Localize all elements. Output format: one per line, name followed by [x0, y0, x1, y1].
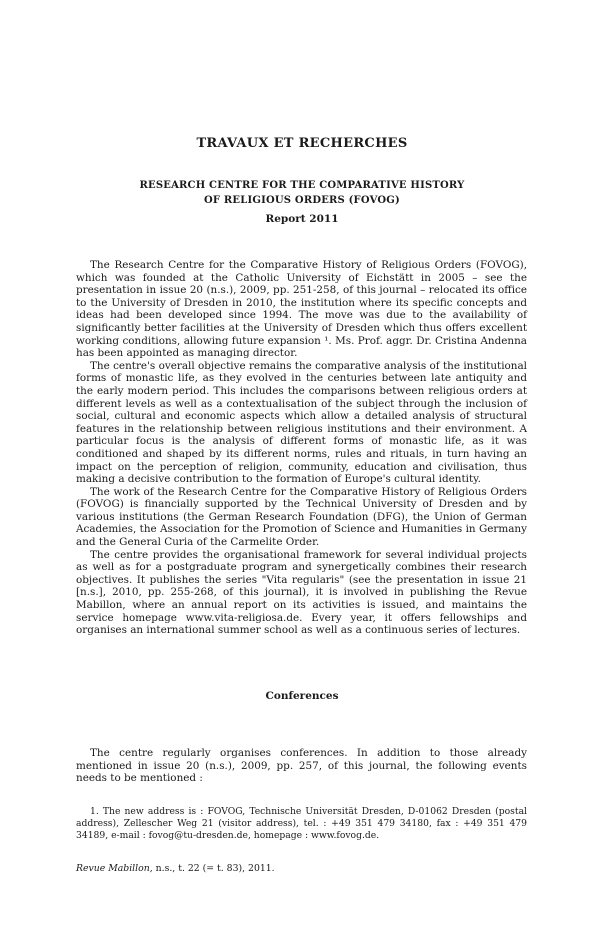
- article-title-line-2: OF RELIGIOUS ORDERS (FOVOG): [204, 195, 400, 206]
- journal-citation: , n.s., t. 22 (= t. 83), 2011.: [149, 863, 275, 874]
- footnote-1: 1. The new address is : FOVOG, Technische Universität Dresden, D-01062 Dresden (postal address), Zellescher Weg 21 (visitor address), tel. : +49 351 479 34180, fax : +49 351 479 34189, e-mail : fovog@tu-dresden.de, homepage : www.fovog.de.: [76, 806, 527, 841]
- footnote: [76, 806, 527, 841]
- journal-citation-line: [76, 863, 275, 875]
- report-label: Report 2011: [265, 213, 339, 225]
- section-title: TRAVAUX ET RECHERCHES: [196, 136, 408, 151]
- paragraph-funding: The work of the Research Centre for the Comparative History of Religious Orders (FOVOG) is financially supported by the Technical University of Dresden and by various institutions (the German Research Foundation (DFG), the Union of German Academies, the Association for the Promotion of Science and Humanities in Germany and the General Curia of the Carmelite Order.: [76, 485, 527, 549]
- journal-name: Revue Mabillon: [76, 863, 150, 874]
- paragraph-objective: The centre's overall objective remains the comparative analysis of the institutional forms of monastic life, as they evolved in the centuries between late antiquity and the early modern period. This includes the comparisons between religious orders at different levels as well as a contextualisation of the subject through the inclusion of social, cultural and economic aspects which allow a detailed analysis of structural features in the relationship between religious institutions and their environment. A particular focus is the analysis of different forms of monastic life, as it was conditioned and shaped by its different norms, rules and rituals, in turn having an impact on the perception of religion, community, education and civilisation, thus making a decisive contribution to the formation of Europe's cultural identity.: [76, 359, 527, 486]
- paragraph-conferences: The centre regularly organises conferences. In addition to those already mentioned in issue 20 (n.s.), 2009, pp. 257, of this journal, the following events needs to be mentioned :: [76, 747, 527, 785]
- conferences-heading: Conferences: [265, 690, 339, 702]
- conferences-text: [76, 747, 527, 785]
- body-text: [76, 259, 527, 637]
- article-title-line-1: RESEARCH CENTRE FOR THE COMPARATIVE HISTORY: [139, 180, 465, 191]
- paragraph-intro: The Research Centre for the Comparative History of Religious Orders (FOVOG), which was founded at the Catholic University of Eichstätt in 2005 – see the presentation in issue 20 (n.s.), 2009, pp. 251-258, of this journal – relocated its office to the University of Dresden in 2010, the institution where its specific concepts and ideas had been developed since 1994. The move was due to the availability of significantly better facilities at the University of Dresden which thus offers excellent working conditions, allowing future expansion ¹. Ms. Prof. aggr. Dr. Cristina Andenna has been appointed as managing director.: [76, 259, 527, 360]
- paragraph-framework: The centre provides the organisational framework for several individual projects as well as for a postgraduate program and synergetically combines their research objectives. It publishes the series "Vita regularis" (see the presentation in issue 21 [n.s.], 2010, pp. 255-268, of this journal), it is involved in publishing the Revue Mabillon, where an annual report on its activities is issued, and maintains the service homepage www.vita-religiosa.de. Every year, it offers fellowships and organises an international summer school as well as a continuous series of lectures.: [76, 548, 527, 637]
